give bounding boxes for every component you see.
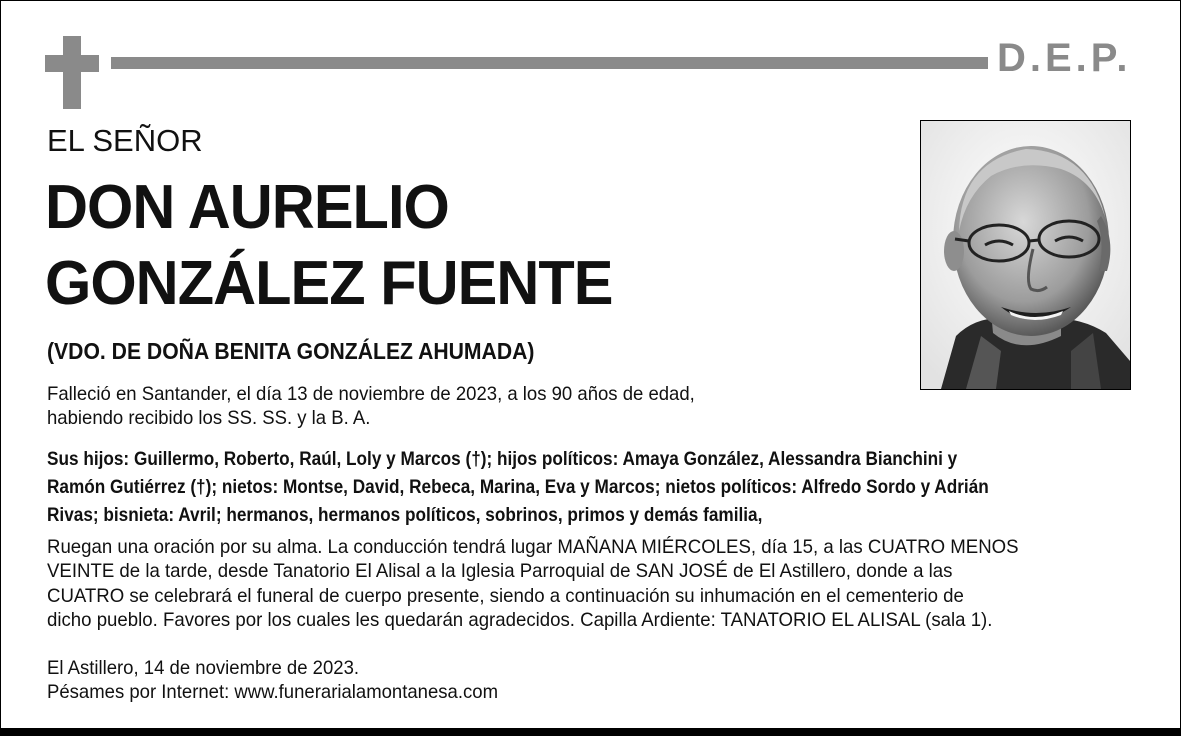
family-line: Rivas; bisnieta: Avril; hermanos, hermanos políticos, sobrinos, primos y demás familia,: [47, 505, 763, 526]
funeral-details: [47, 535, 1117, 632]
name-line-2: GONZÁLEZ FUENTE: [45, 249, 613, 318]
funeral-line: Ruegan una oración por su alma. La conducción tendrá lugar MAÑANA MIÉRCOLES, día 15, a las CUATRO MENOS: [47, 536, 1019, 558]
portrait-photo: [920, 120, 1131, 390]
place-date: El Astillero, 14 de noviembre de 2023.: [47, 657, 360, 679]
funeral-line: dicho pueblo. Favores por los cuales les quedarán agradecidos. Capilla Ardiente: TANATORIO EL ALISAL (sala 1).: [47, 608, 993, 631]
widower-line: (VDO. DE DOÑA BENITA GONZÁLEZ AHUMADA): [47, 338, 535, 364]
header-rule: [111, 57, 988, 69]
funeral-line: VEINTE de la tarde, desde Tanatorio El Alisal a la Iglesia Parroquial de SAN JOSÉ de El Astillero, donde a las: [47, 560, 953, 583]
funeral-line: CUATRO se celebrará el funeral de cuerpo presente, siendo a continuación su inhumación en el cementerio de: [47, 584, 964, 607]
death-notice-line: Falleció en Santander, el día 13 de noviembre de 2023, a los 90 años de edad,: [47, 383, 695, 405]
death-notice-line: habiendo recibido los SS. SS. y la B. A.: [47, 407, 371, 430]
footer: [47, 656, 807, 705]
condolences-link[interactable]: Pésames por Internet: www.funerarialamontanesa.com: [47, 681, 498, 704]
family-line: Sus hijos: Guillermo, Roberto, Raúl, Loly y Marcos (†); hijos políticos: Amaya González, Alessandra Bianchini y: [47, 449, 958, 470]
honorific: EL SEÑOR: [47, 123, 203, 158]
family-line: Ramón Gutiérrez (†); nietos: Montse, David, Rebeca, Marina, Eva y Marcos; nietos políticos: Alfredo Sordo y Adrián: [47, 477, 989, 498]
cross-icon: [45, 36, 99, 109]
name-line-1: DON AURELIO: [45, 173, 449, 242]
deceased-name: [45, 170, 613, 322]
family-list: [47, 446, 1133, 530]
death-notice: [47, 382, 826, 431]
dep-label: D.E.P.: [997, 36, 1132, 80]
